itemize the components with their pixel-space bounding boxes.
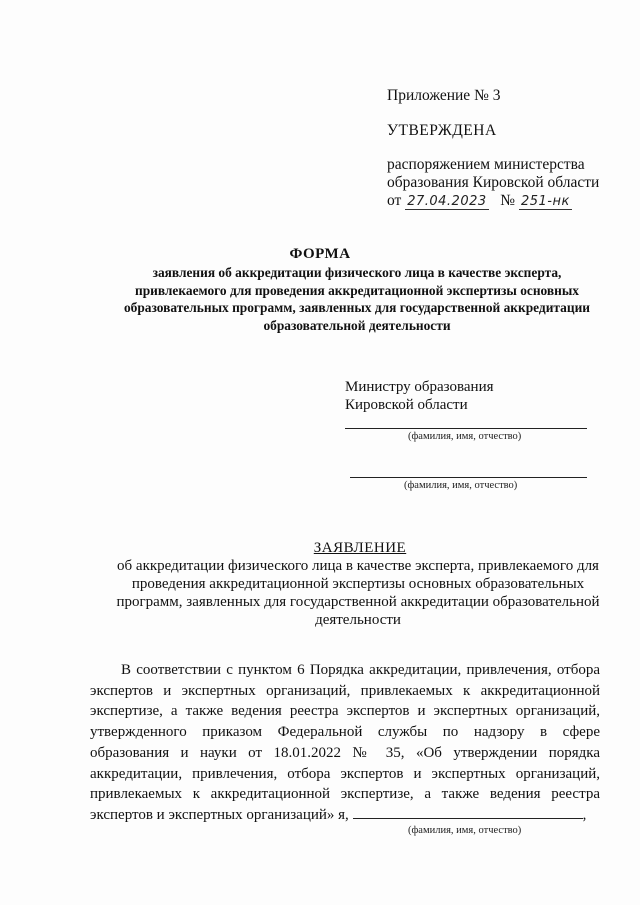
statement-body-end: , [582, 806, 587, 823]
handwritten-date: 27.04.2023 [407, 194, 487, 209]
appendix-label: Приложение № 3 [387, 87, 501, 104]
addressee-name-line-1[interactable] [345, 428, 587, 429]
statement-body [90, 660, 600, 826]
addressee-caption-2: (фамилия, имя, отчество) [404, 480, 518, 491]
addressee-caption-1: (фамилия, имя, отчество) [408, 431, 522, 442]
addressee-line-2: Кировской области [345, 397, 468, 413]
statement-title: ЗАЯВЛЕНИЕ [313, 540, 407, 556]
applicant-name-field[interactable] [353, 806, 583, 819]
date-prefix: от [387, 192, 402, 209]
form-subtitle: заявления об аккредитации физического лица в качестве эксперта, привлекаемого для проведения аккредитационной экспертизы основных образовательных программ, заявленных для государственной аккредитации образовательной деятельности [123, 265, 591, 333]
applicant-name-caption: (фамилия, имя, отчество) [408, 825, 522, 836]
statement-subtitle: об аккредитации физического лица в качестве эксперта, привлекаемого для проведения аккредитационной экспертизы основных образовательных программ, заявленных для государственной аккредитации образовательной деятельности [116, 558, 600, 628]
approved-label: УТВЕРЖДЕНА [387, 122, 497, 139]
number-prefix: № [500, 192, 516, 209]
statement-body-text: В соответствии с пунктом 6 Порядка аккредитации, привлечения, отбора экспертов и экспертных организаций, привлекаемых к аккредитационной экспертизе, а также ведения реестра экспертов и экспертных организаций, утвержденного приказом Федеральной службы по надзору в сфере образования и науки от 18.01.2022 № 35, «Об утверждении порядка аккредитации, привлечения, отбора экспертов и экспертных организаций, привлекаемых к аккредитационной экспертизе, а также ведения реестра экспертов и экспертных организаций» я, [90, 662, 600, 823]
addressee-name-line-2[interactable] [350, 477, 587, 478]
handwritten-number: 251-нк [520, 194, 570, 209]
form-title: ФОРМА [289, 246, 351, 262]
addressee-line-1: Министру образования [345, 379, 494, 395]
order-line-2: образования Кировской области [387, 174, 600, 191]
order-line-1: распоряжением министерства [387, 156, 585, 173]
order-date-line [387, 191, 572, 211]
